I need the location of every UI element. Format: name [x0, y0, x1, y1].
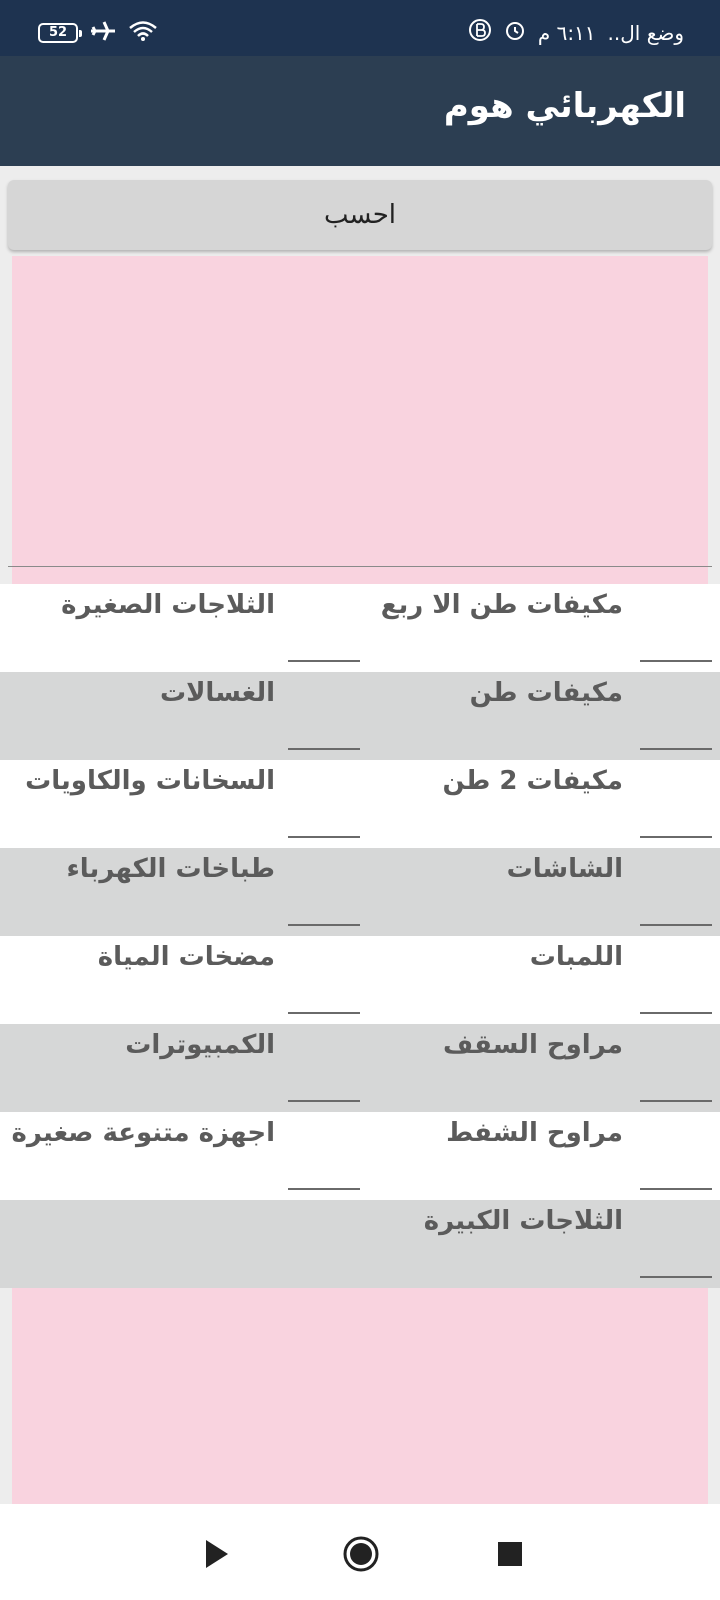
- airplane-icon: [90, 20, 116, 46]
- app-bar: [0, 56, 720, 166]
- status-bar: [0, 0, 720, 56]
- appliance-form: [0, 584, 720, 1288]
- computers-input[interactable]: [288, 1078, 360, 1102]
- water-pumps-input[interactable]: [288, 990, 360, 1014]
- field-label: مكيفات طن: [469, 678, 623, 708]
- form-row: [0, 584, 720, 672]
- navigation-bar: [0, 1504, 720, 1600]
- form-row: [0, 1024, 720, 1112]
- status-left-icons: [38, 20, 158, 46]
- home-icon[interactable]: [341, 1534, 381, 1574]
- ac-quarter-ton-input[interactable]: [640, 638, 712, 662]
- field-label: الشاشات: [506, 854, 623, 884]
- b-icon: [468, 18, 492, 47]
- form-row: [0, 1112, 720, 1200]
- battery-icon: [38, 23, 78, 43]
- field-label: مراوح الشفط: [446, 1118, 623, 1148]
- field-label: مراوح السقف: [443, 1030, 623, 1060]
- field-label: الغسالات: [159, 678, 275, 708]
- alarm-icon: [504, 19, 526, 46]
- field-label: الكمبيوترات: [125, 1030, 275, 1060]
- field-label: الثلاجات الصغيرة: [61, 590, 275, 620]
- calculate-button[interactable]: احسب: [8, 180, 712, 250]
- status-time: ٦:١١ م: [537, 20, 596, 45]
- ceiling-fans-input[interactable]: [640, 1078, 712, 1102]
- form-row: [0, 936, 720, 1024]
- field-label: مضخات المياة: [97, 942, 275, 972]
- field-label: مكيفات 2 طن: [442, 766, 623, 796]
- screens-input[interactable]: [640, 902, 712, 926]
- recents-icon[interactable]: [490, 1534, 530, 1574]
- large-fridges-input[interactable]: [640, 1254, 712, 1278]
- electric-stoves-input[interactable]: [288, 902, 360, 926]
- heaters-irons-input[interactable]: [288, 814, 360, 838]
- status-right-info: [468, 18, 684, 47]
- ad-banner-bottom: [12, 1288, 708, 1504]
- lamps-input[interactable]: [640, 990, 712, 1014]
- status-carrier: وضع ال..: [607, 20, 684, 45]
- ac-two-ton-input[interactable]: [640, 814, 712, 838]
- form-row: [0, 672, 720, 760]
- field-label: السخانات والكاويات: [25, 766, 275, 796]
- battery-level: 52: [48, 25, 68, 40]
- field-label: اجهزة متنوعة صغيرة: [11, 1118, 275, 1148]
- misc-devices-input[interactable]: [288, 1166, 360, 1190]
- back-icon[interactable]: [196, 1534, 236, 1574]
- app-title: الكهربائي هوم: [443, 86, 686, 126]
- washers-input[interactable]: [288, 726, 360, 750]
- divider: [8, 566, 712, 567]
- small-fridges-input[interactable]: [288, 638, 360, 662]
- field-label: اللمبات: [529, 942, 623, 972]
- form-row: [0, 1200, 720, 1288]
- field-label: مكيفات طن الا ربع: [380, 590, 623, 620]
- field-label: طباخات الكهرباء: [66, 854, 275, 884]
- exhaust-fans-input[interactable]: [640, 1166, 712, 1190]
- ac-one-ton-input[interactable]: [640, 726, 712, 750]
- form-row: [0, 760, 720, 848]
- form-row: [0, 848, 720, 936]
- wifi-icon: [128, 20, 158, 46]
- ad-banner-top: [12, 256, 708, 584]
- field-label: الثلاجات الكبيرة: [423, 1206, 623, 1236]
